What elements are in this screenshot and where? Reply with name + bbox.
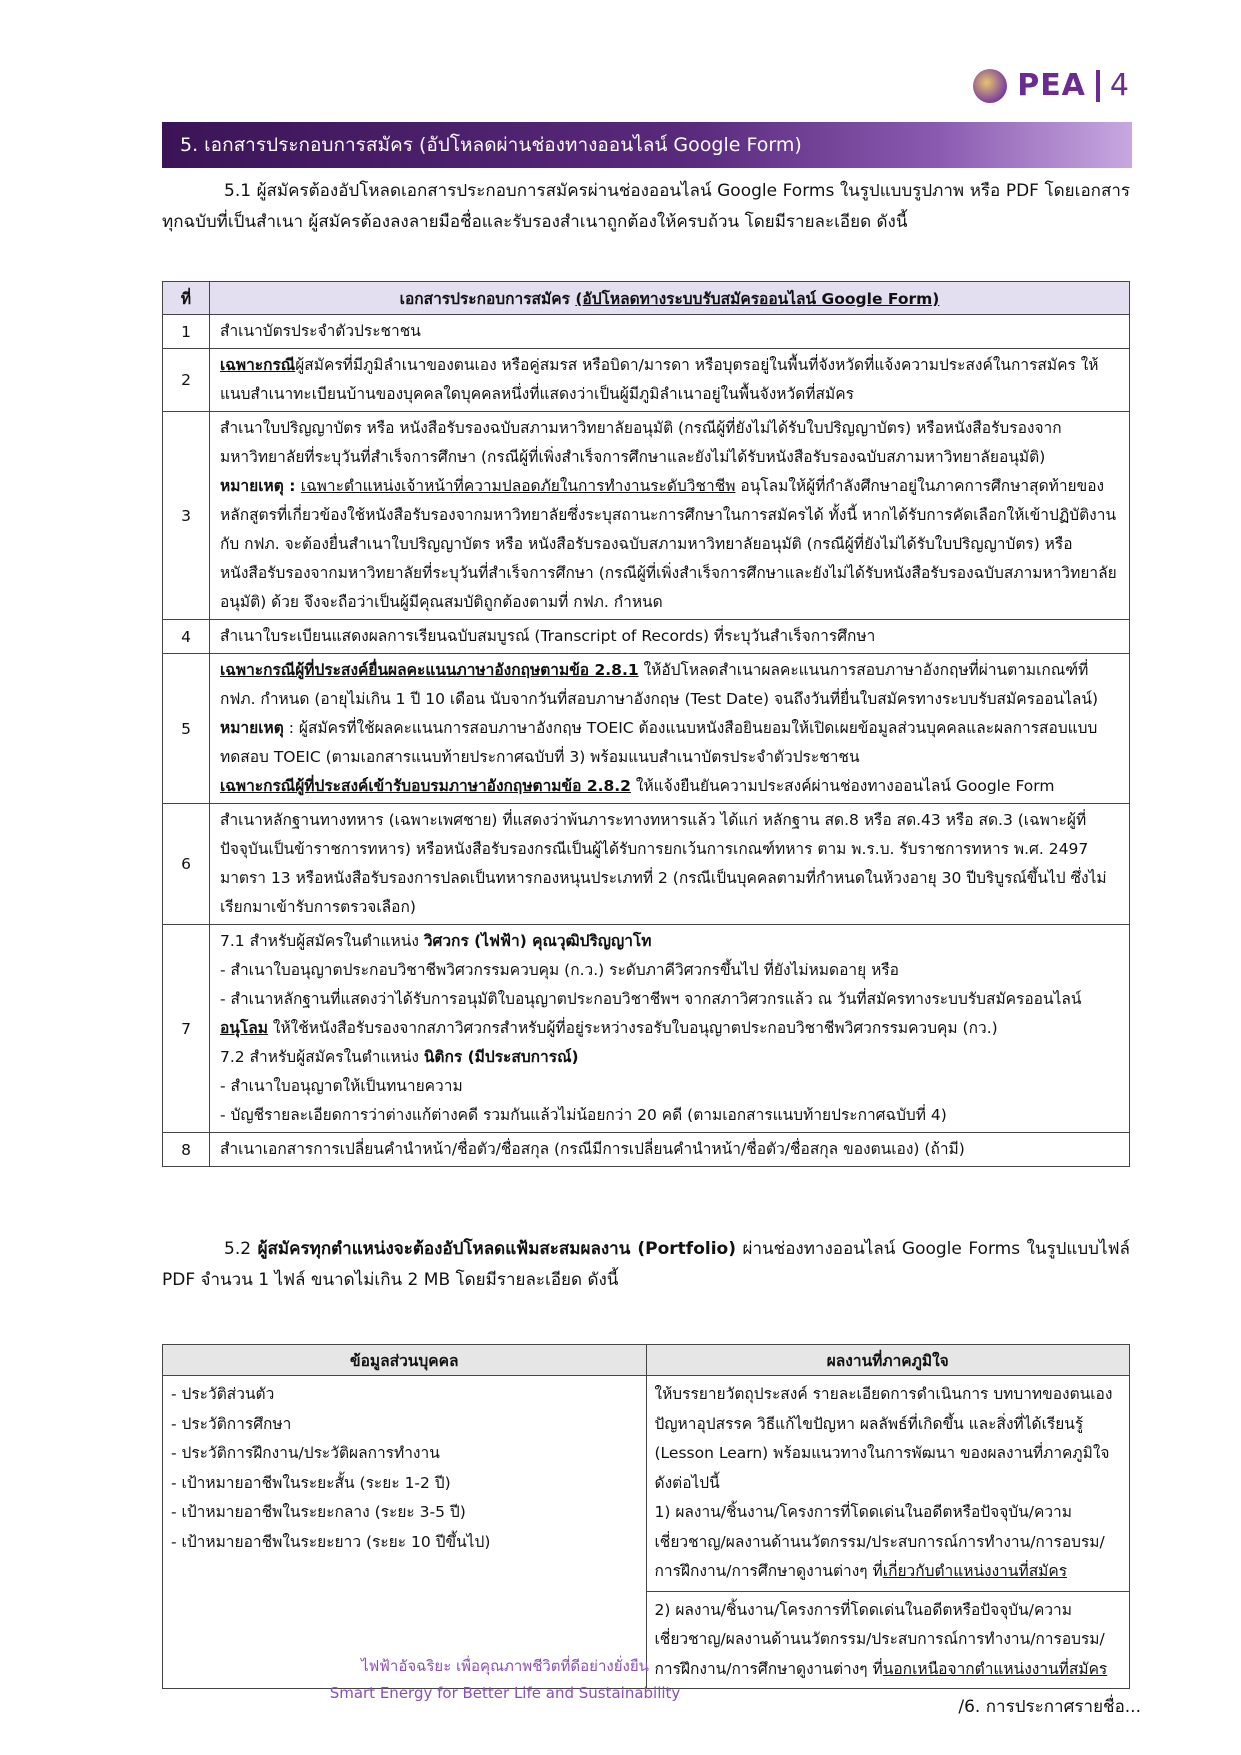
row-no: 4 (163, 620, 210, 654)
list-item: - ประวัติการฝึกงาน/ประวัติผลการทำงาน (171, 1444, 440, 1462)
row-body-2 (220, 772, 1119, 801)
row-lead: เฉพาะกรณีผู้ที่ประสงค์ยื่นผลคะแนนภาษาอังกฤษตามข้อ 2.8.1 (220, 661, 639, 679)
para-emphasis: ผู้สมัครทุกตำแหน่งจะต้องอัปโหลดแฟ้มสะสมผลงาน (Portfolio) (257, 1239, 736, 1259)
list-item: - เป้าหมายอาชีพในระยะกลาง (ระยะ 3-5 ปี) (171, 1503, 466, 1521)
list-item: - เป้าหมายอาชีพในระยะยาว (ระยะ 10 ปีขึ้นไป) (171, 1532, 491, 1551)
row-body: สำเนาใบปริญญาบัตร หรือ หนังสือรับรองฉบับสภามหาวิทยาลัยอนุมัติ (กรณีผู้ที่ยังไม่ได้รับใบปริญญาบัตร) หรือหนังสือรับรองจากมหาวิทยาลัยที่ระบุวันที่สำเร็จการศึกษา (กรณีผู้ที่เพิ่งสำเร็จการศึกษาและยังไม่ได้รับหนังสือรับรองฉบับสภามหาวิทยาลัยอนุมัติ) (220, 419, 1062, 466)
table-row (163, 620, 1130, 654)
table-row (163, 654, 1130, 804)
row-note (220, 714, 1119, 772)
row-text: สำเนาใบระเบียนแสดงผลการเรียนฉบับสมบูรณ์ (Transcript of Records) ที่ระบุวันสำเร็จการศึกษา (210, 620, 1130, 654)
note-text: : ผู้สมัครที่ใช้ผลคะแนนการสอบภาษาอังกฤษ TOEIC ต้องแนบหนังสือยินยอมให้เปิดเผยข้อมูลส่วนบุคคลและผลการสอบแบบทดสอบ TOEIC (ตามเอกสารแนบท้ายประกาศฉบับที่ 3) พร้อมแนบสำเนาบัตรประจำตัวประชาชน (220, 719, 1098, 766)
portfolio-table (162, 1344, 1130, 1689)
logo-text: PEA (1017, 68, 1086, 103)
row-lead: เฉพาะกรณี (220, 356, 296, 374)
note-text: อนุโลมให้ผู้ที่กำลังศึกษาอยู่ในภาคการศึกษาสุดท้ายของหลักสูตรที่เกี่ยวข้องใช้หนังสือรับรองจากมหาวิทยาลัยซึ่งระบุสถานะการศึกษาในการสมัครได้ ทั้งนี้ หากได้รับการคัดเลือกให้เข้าปฏิบัติงานกับ กฟภ. จะต้องยื่นสำเนาใบปริญญาบัตร หรือ หนังสือรับรองฉบับสภามหาวิทยาลัยอนุมัติ (กรณีผู้ที่ยังไม่ได้รับใบปริญญาบัตร) หรือหนังสือรับรองจากมหาวิทยาลัยที่ระบุวันที่สำเร็จการศึกษา (กรณีผู้ที่เพิ่งสำเร็จการศึกษาและยังไม่ได้รับหนังสือรับรองฉบับสภามหาวิทยาลัยอนุมัติ) ด้วย จึงจะถือว่าเป็นผู้มีคุณสมบัติถูกต้องตามที่ กฟภ. กำหนด (220, 477, 1117, 611)
col-no-header: ที่ (163, 282, 210, 315)
table-row (163, 1133, 1130, 1167)
works-text: 1) ผลงาน/ชิ้นงาน/โครงการที่โดดเด่นในอดีตหรือปัจจุบัน/ความเชี่ยวชาญ/ผลงานด้านนวัตกรรม/ประสบการณ์การทำงาน/การอบรม/การฝึกงาน/การศึกษาดูงานต่างๆ ที่ (654, 1503, 1105, 1580)
row-text: สำเนาหลักฐานทางทหาร (เฉพาะเพศชาย) ที่แสดงว่าพ้นภาระทางทหารแล้ว ได้แก่ หลักฐาน สด.8 หรือ สด.43 หรือ สด.3 (เฉพาะผู้ที่ปัจจุบันเป็นข้าราชการทหาร) หรือหนังสือรับรองกรณีเป็นผู้ได้รับการยกเว้นการเกณฑ์ทหาร ตาม พ.ร.บ. รับราชการทหาร พ.ศ. 2497 มาตรา 13 หรือหนังสือรับรองการปลดเป็นทหารกองหนุนประเภทที่ 2 (กรณีเป็นบุคคลตามที่กำหนดในห้วงอายุ 30 ปีบริบูรณ์ขึ้นไป ซึ่งไม่เรียกมาเข้ารับการตรวจเลือก) (210, 804, 1130, 925)
row-no: 7 (163, 925, 210, 1133)
row-body-text-2: ให้แจ้งยืนยันความประสงค์ผ่านช่องทางออนไลน์ Google Form (630, 777, 1055, 795)
slogan-thai: ไฟฟ้าอัจฉริยะ เพื่อคุณภาพชีวิตที่ดีอย่างยั่งยืน (361, 1657, 649, 1675)
footer-slogan (0, 1653, 1010, 1707)
works-intro: ให้บรรยายวัตถุประสงค์ รายละเอียดการดำเนินการ บทบาทของตนเอง ปัญหาอุปสรรค วิธีแก้ไขปัญหา ผลลัพธ์ที่เกิดขึ้น และสิ่งที่ได้เรียนรู้ (Lesson Learn) พร้อมแนวทางในการพัฒนา ของผลงานที่ภาคภูมิใจ ดังต่อไปนี้ (654, 1385, 1113, 1492)
line-7-2-b: - บัญชีรายละเอียดการว่าต่างแก้ต่างคดี รวมกันแล้วไม่น้อยกว่า 20 คดี (ตามเอกสารแนบท้ายประกาศฉบับที่ 4) (220, 1106, 947, 1124)
col-personal-header: ข้อมูลส่วนบุคคล (163, 1345, 647, 1376)
col-doc-header (210, 282, 1130, 315)
documents-table (162, 281, 1130, 1167)
row-text (210, 349, 1130, 412)
row-no: 5 (163, 654, 210, 804)
col-doc-header-a: เอกสารประกอบการสมัคร (399, 289, 576, 308)
logo-divider (1096, 70, 1100, 102)
note-label: หมายเหตุ (220, 719, 284, 737)
col-works-header: ผลงานที่ภาคภูมิใจ (646, 1345, 1130, 1376)
row-text (210, 925, 1130, 1133)
line-7-1 (220, 927, 1119, 956)
personal-info-cell (163, 1376, 647, 1689)
note-label: หมายเหตุ : (220, 477, 301, 495)
line-7-2-a: - สำเนาใบอนุญาตให้เป็นทนายความ (220, 1077, 463, 1095)
list-item: - ประวัติการศึกษา (171, 1414, 292, 1433)
slogan-english: Smart Energy for Better Life and Sustainability (329, 1684, 681, 1702)
paragraph-5-1: 5.1 ผู้สมัครต้องอัปโหลดเอกสารประกอบการสมัครผ่านช่องออนไลน์ Google Forms ในรูปแบบรูปภาพ หรือ PDF โดยเอกสารทุกฉบับที่เป็นสำเนา ผู้สมัครต้องลงลายมือชื่อและรับรองสำเนาถูกต้องให้ครบถ้วน โดยมีรายละเอียด ดังนี้ (162, 181, 1130, 232)
line-7-1-a: - สำเนาใบอนุญาตประกอบวิชาชีพวิศวกรรมควบคุม (ก.ว.) ระดับภาคีวิศวกรขึ้นไป ที่ยังไม่หมดอายุ หรือ (220, 961, 899, 979)
table-header-row (163, 282, 1130, 315)
row-no: 3 (163, 412, 210, 620)
row-text (210, 412, 1130, 620)
row-no: 6 (163, 804, 210, 925)
row-text (210, 654, 1130, 804)
line-text: - สำเนาหลักฐานที่แสดงว่าได้รับการอนุมัติใบอนุญาตประกอบวิชาชีพฯ จากสภาวิศวกรแล้ว ณ วันที่สมัครทางระบบรับสมัครออนไลน์ (220, 990, 1082, 1008)
row-no: 2 (163, 349, 210, 412)
para-number: 5.2 (224, 1239, 258, 1259)
row-body (220, 656, 1119, 714)
line-text: 7.2 สำหรับผู้สมัครในตำแหน่ง (220, 1048, 424, 1066)
table-header-row (163, 1345, 1130, 1376)
table-row (163, 1376, 1130, 1592)
table-row (163, 925, 1130, 1133)
row-no: 1 (163, 315, 210, 349)
table-row (163, 412, 1130, 620)
row-note (220, 472, 1119, 617)
section-5-banner (162, 122, 1132, 168)
list-item: - ประวัติส่วนตัว (171, 1385, 275, 1403)
page-number: 4 (1109, 68, 1129, 103)
row-lead-2: เฉพาะกรณีผู้ที่ประสงค์เข้ารับอบรมภาษาอังกฤษตามข้อ 2.8.2 (220, 777, 631, 795)
table-row (163, 804, 1130, 925)
pea-logo (973, 68, 1129, 103)
row-body-text: ให้อัปโหลดสำเนาผลคะแนนการสอบภาษาอังกฤษที่ผ่านตามเกณฑ์ที่ กฟภ. กำหนด (อายุไม่เกิน 1 ปี 10 เดือน นับจากวันที่สอบภาษาอังกฤษ (Test Date) จนถึงวันที่ยื่นใบสมัครทางระบบรับสมัครออนไลน์) (220, 661, 1099, 708)
row-body: ผู้สมัครที่มีภูมิลำเนาของตนเอง หรือคู่สมรส หรือบิดา/มารดา หรือบุตรอยู่ในพื้นที่จังหวัดที่แจ้งความประสงค์ในการสมัคร ให้แนบสำเนาทะเบียนบ้านของบุคคลใดบุคคลหนึ่งที่แสดงว่าเป็นผู้มีภูมิลำเนาอยู่ในพื้นจังหวัดที่สมัคร (220, 356, 1099, 403)
row-no: 8 (163, 1133, 210, 1167)
note-underlined: เฉพาะตำแหน่งเจ้าหน้าที่ความปลอดภัยในการทำงานระดับวิชาชีพ (300, 477, 736, 495)
works-text: 2) ผลงาน/ชิ้นงาน/โครงการที่โดดเด่นในอดีตหรือปัจจุบัน/ความเชี่ยวชาญ/ผลงานด้านนวัตกรรม/ประสบการณ์การทำงาน/การอบรม/การฝึกงาน/การศึกษาดูงานต่างๆ ที่ (654, 1600, 1105, 1678)
pea-emblem-icon (973, 69, 1007, 103)
section-5-title: 5. เอกสารประกอบการสมัคร (อัปโหลดผ่านช่องทางออนไลน์ Google Form) (180, 134, 802, 156)
paragraph-5-2 (162, 1234, 1130, 1296)
para-text: ผ่านช่องทางออนไลน์ Google Forms ในรูปแบบไฟล์ PDF จำนวน 1 ไฟล์ ขนาดไม่เกิน 2 MB โดยมีรายละเอียด ดังนี้ (162, 1239, 1130, 1290)
line-7-1-b (220, 985, 1119, 1043)
continued-note: /6. การประกาศรายชื่อ... (958, 1697, 1141, 1717)
line-7-2 (220, 1043, 1119, 1072)
works-item-1 (655, 1498, 1122, 1587)
line-emphasis: อนุโลม (220, 1019, 268, 1037)
position-name: นิติกร (มีประสบการณ์) (423, 1048, 579, 1066)
works-cell-1 (646, 1376, 1130, 1592)
works-underlined: เกี่ยวกับตำแหน่งงานที่สมัคร (882, 1562, 1068, 1580)
row-text: สำเนาเอกสารการเปลี่ยนคำนำหน้า/ชื่อตัว/ชื่อสกุล (กรณีมีการเปลี่ยนคำนำหน้า/ชื่อตัว/ชื่อสกุล ของตนเอง) (ถ้ามี) (210, 1133, 1130, 1167)
row-text: สำเนาบัตรประจำตัวประชาชน (210, 315, 1130, 349)
line-text-2: ให้ใช้หนังสือรับรองจากสภาวิศวกรสำหรับผู้ที่อยู่ระหว่างรอรับใบอนุญาตประกอบวิชาชีพวิศวกรรมควบคุม (กว.) (267, 1019, 998, 1037)
col-doc-header-b: (อัปโหลดทางระบบรับสมัครออนไลน์ Google Form) (575, 289, 940, 308)
line-text: 7.1 สำหรับผู้สมัครในตำแหน่ง (220, 932, 424, 950)
works-underlined: นอกเหนือจากตำแหน่งงานที่สมัคร (882, 1659, 1108, 1678)
table-row (163, 349, 1130, 412)
list-item: - เป้าหมายอาชีพในระยะสั้น (ระยะ 1-2 ปี) (171, 1473, 451, 1492)
position-name: วิศวกร (ไฟฟ้า) คุณวุฒิปริญญาโท (423, 932, 652, 950)
table-row (163, 315, 1130, 349)
